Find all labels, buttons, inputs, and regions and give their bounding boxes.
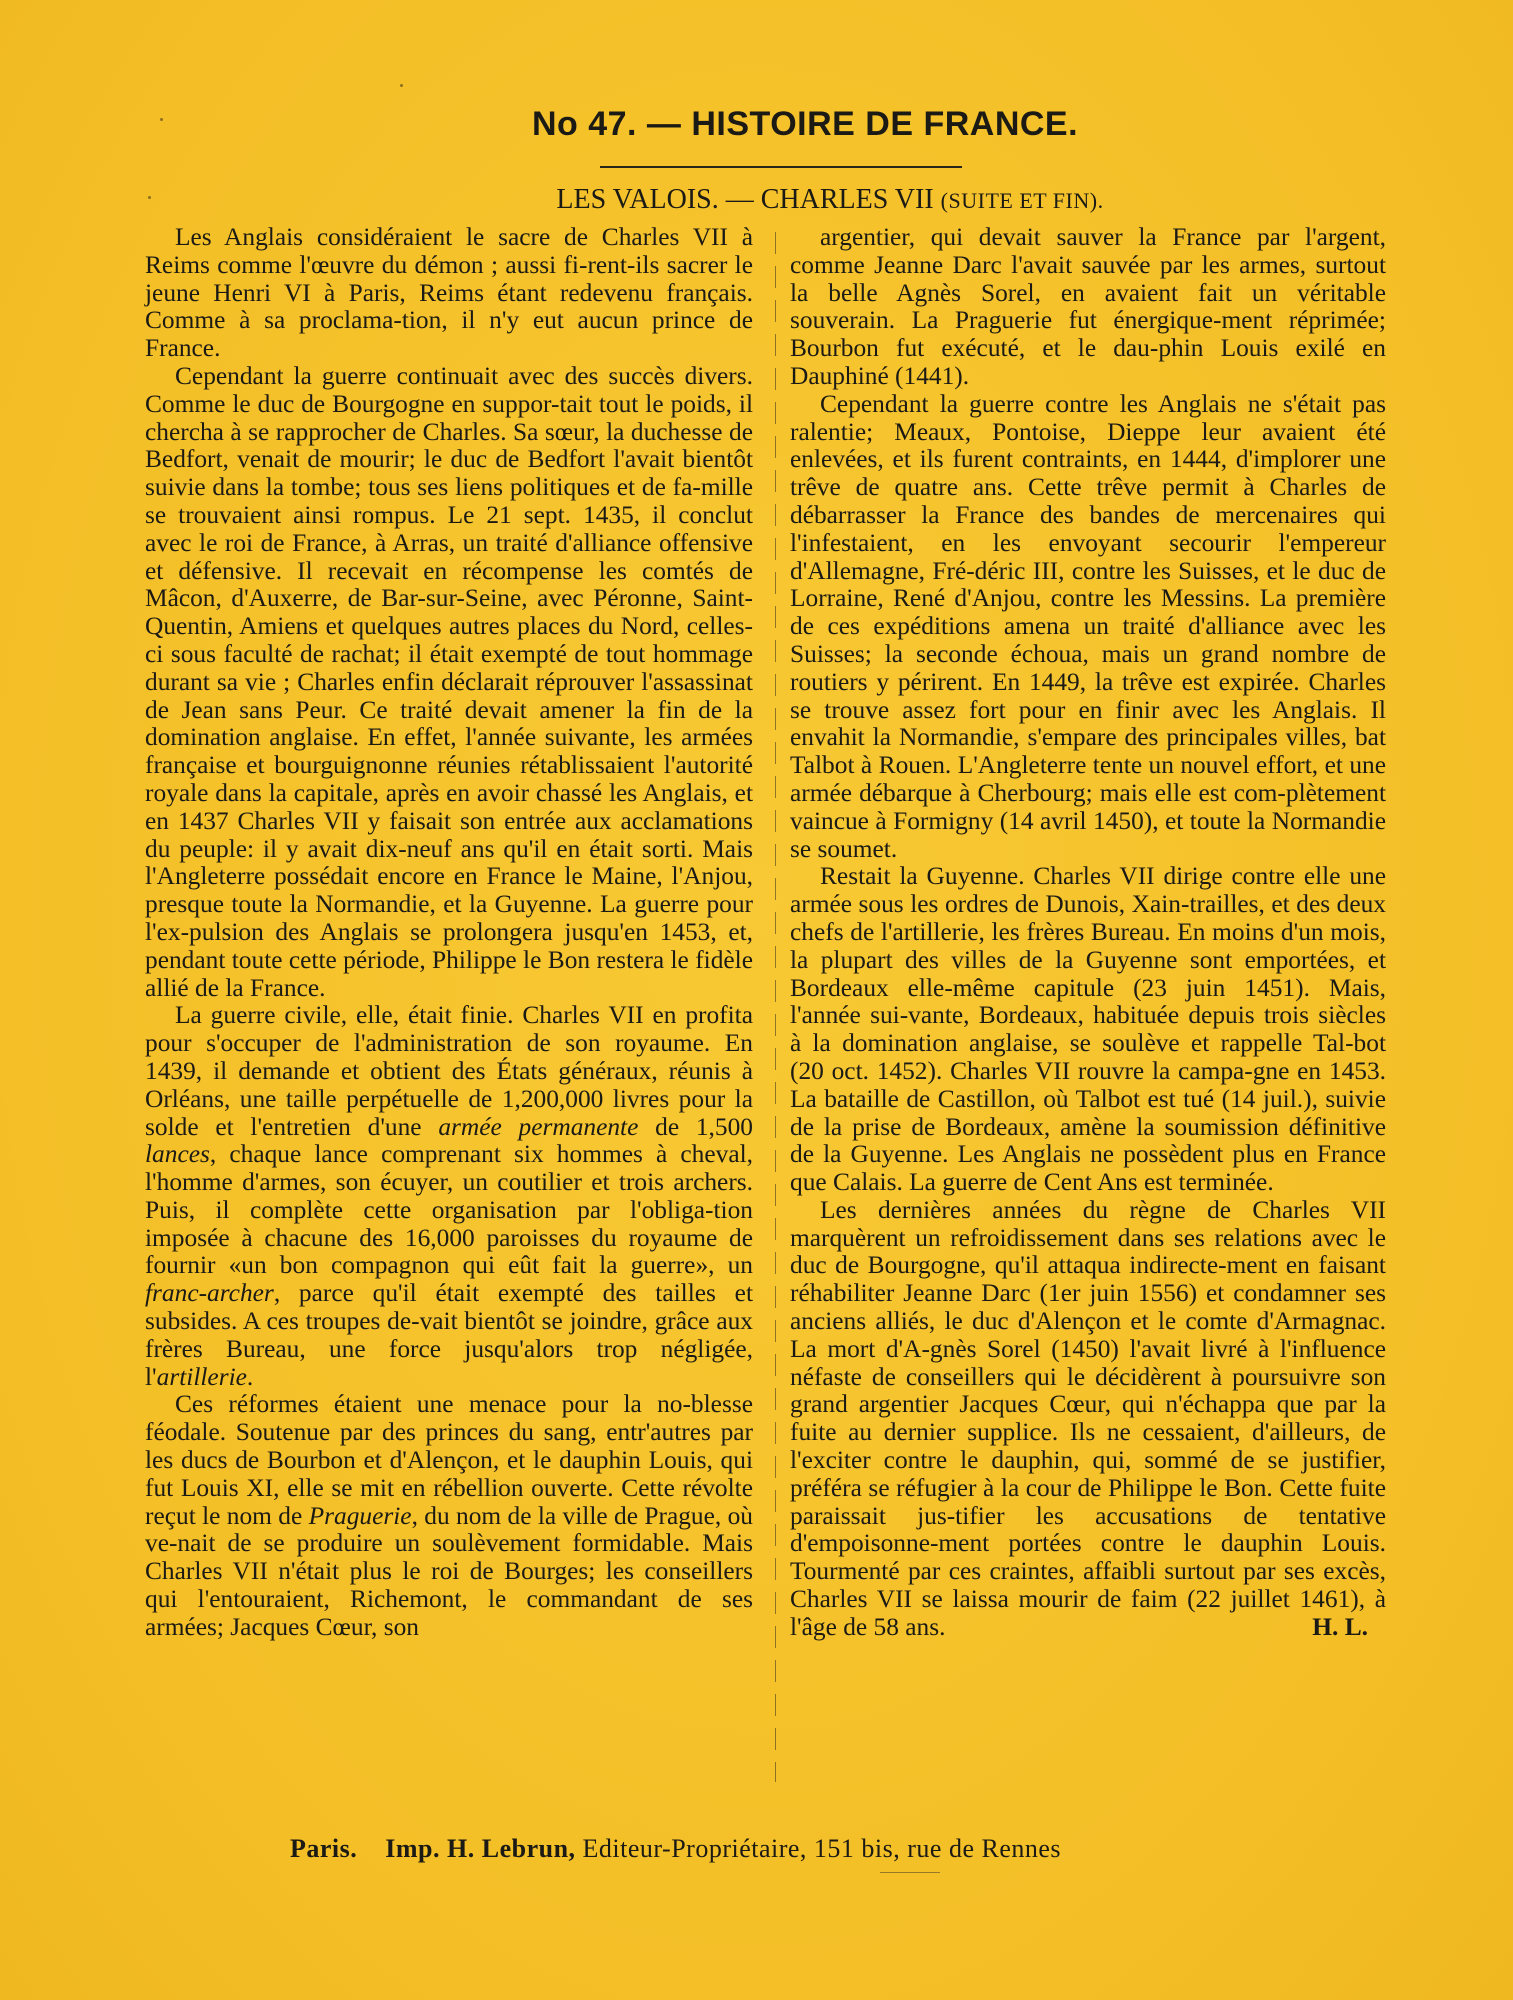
chapter-subtitle <box>420 184 1240 216</box>
footer-city: Paris. <box>290 1834 358 1863</box>
paragraph: Restait la Guyenne. Charles VII dirige contre elle une armée sous les ordres de Dunois, Xain-trailles, et des deux chefs de l'artillerie, les frères Bureau. En moins d'un mois, la plupart des villes de la Guyenne sont emportées, et Bordeaux elle-même capitule (23 juin 1451). Mais, l'année sui-vante, Bordeaux, habituée depuis trois siècles à la domination anglaise, se soulève et rappelle Tal-bot (20 oct. 1452). Charles VII rouvre la campa-gne en 1453. La bataille de Castillon, où Talbot est tué (14 juil.), suivie de la prise de Bordeaux, amène la soumission définitive de la Guyenne. Les Anglais ne possèdent plus en France que Calais. La guerre de Cent Ans est terminée. <box>790 862 1386 1197</box>
right-column <box>790 224 1386 1642</box>
footer-printer: Imp. H. Lebrun, <box>385 1834 576 1863</box>
imprint-footer <box>290 1834 1290 1864</box>
title-rule <box>600 166 962 168</box>
paragraph: argentier, qui devait sauver la France par l'argent, comme Jeanne Darc l'avait sauvée par les armes, surtout la belle Agnès Sorel, en avaient fait un véritable souverain. La Praguerie fut énergique-ment réprimée; Bourbon fut exécuté, et le dau-phin Louis exilé en Dauphiné (1441). <box>790 223 1386 390</box>
page-title: No 47. — HISTOIRE DE FRANCE. <box>531 105 1079 143</box>
emphasis: lances <box>145 1140 210 1169</box>
emphasis: franc-archer <box>145 1279 274 1308</box>
paragraph: Ces réformes étaient une menace pour la no-blesse féodale. Soutenue par des princes du sang, entr'autres par les ducs de Bourbon et d'Alençon, et le dauphin Louis, qui fut Louis XI, elle se mit en rébellion ouverte. Cette révolte reçut le nom de Praguerie, du nom de la ville de Prague, où ve-nait de se produire un soulèvement formidable. Mais Charles VII n'était plus le roi de Bourges; les conseillers qui l'entouraient, Richemont, le commandant de ses armées; Jacques Cœur, son <box>145 1390 753 1641</box>
paragraph: Les dernières années du règne de Charles VII marquèrent un refroidissement dans ses relations avec le duc de Bourgogne, qu'il attaqua indirecte-ment en faisant réhabiliter Jeanne Darc (1er juin 1556) et condamner ses anciens alliés, le duc d'Alençon et le comte d'Armagnac. La mort d'A-gnès Sorel (1450) l'avait livré à l'influence néfaste de conseillers qui le décidèrent à poursuivre son grand argentier Jacques Cœur, qui n'échappa que par la fuite au dernier supplice. Ils ne cessaient, d'ailleurs, de l'exciter contre le dauphin, qui, sommé de se justifier, préféra se réfugier à la cour de Philippe le Bon. Cette fuite paraissait jus-tifier les accusations de tentative d'empoisonne-ment portées contre le dauphin Louis. Tourmenté par ces craintes, affaibli surtout par ses excès, Charles VII se laissa mourir de faim (22 juillet 1461), à l'âge de 58 ans. H. L. <box>790 1195 1386 1641</box>
emphasis: Praguerie <box>308 1501 412 1530</box>
paragraph: Cependant la guerre continuait avec des succès divers. Comme le duc de Bourgogne en suppor-tait tout le poids, il chercha à se rapprocher de Charles. Sa sœur, la duchesse de Bedfort, venait de mourir; le duc de Bedfort l'avait bientôt suivie dans la tombe; tous ses liens politiques et de fa-mille se trouvaient ainsi rompus. Le 21 sept. 1435, il conclut avec le roi de France, à Arras, un traité d'alliance offensive et défensive. Il recevait en récompense les comtés de Mâcon, d'Auxerre, de Bar-sur-Seine, avec Péronne, Saint-Quentin, Amiens et quelques autres places du Nord, celles-ci sous faculté de rachat; il était exempté de tout hommage durant sa vie ; Charles enfin déclarait réprouver l'assassinat de Jean sans Peur. Ce traité devait amener la fin de la domination anglaise. En effet, l'année suivante, les armées française et bourguignonne réunies rétablissaient l'autorité royale dans la capitale, après en avoir chassé les Anglais, et en 1437 Charles VII y faisait son entrée aux acclamations du peuple: il y avait dix-neuf ans qu'il en était sorti. Mais l'Angleterre possédait encore en France le Maine, l'Anjou, presque toute la Normandie, et la Guyenne. La guerre pour l'ex-pulsion des Anglais se prolongera jusqu'en 1453, et, pendant toute cette période, Philippe le Bon restera le fidèle allié de la France. <box>145 361 753 1002</box>
footer-rule <box>880 1872 940 1873</box>
subtitle-main: LES VALOIS. — CHARLES VII <box>556 184 934 215</box>
subtitle-suffix: (SUITE ET FIN). <box>940 188 1104 213</box>
column-divider <box>775 232 776 1782</box>
footer-address: Editeur-Propriétaire, 151 bis, rue de Rennes <box>582 1834 1062 1863</box>
paragraph: Cependant la guerre contre les Anglais ne s'était pas ralentie; Meaux, Pontoise, Dieppe leur avaient été enlevées, et ils furent contraints, en 1444, d'implorer une trêve de quatre ans. Cette trêve permit à Charles de débarrasser la France des bandes de mercenaires qui l'infestaient, en les envoyant secourir l'empereur d'Allemagne, Fré-déric III, contre les Suisses, et le duc de Lorraine, René d'Anjou, contre les Messins. La première de ces expéditions amena un traité d'alliance avec les Suisses; la seconde échoua, mais un grand nombre de routiers y périrent. En 1449, la trêve est expirée. Charles se trouve assez fort pour en finir avec les Anglais. Il envahit la Normandie, s'empare des principales villes, bat Talbot à Rouen. L'Angleterre tente un nouvel effort, et une armée débarque à Cherbourg; mais elle est com-plètement vaincue à Formigny (14 avril 1450), et toute la Normandie se soumet. <box>790 389 1386 863</box>
emphasis: artillerie <box>156 1362 247 1391</box>
left-column <box>145 224 753 1642</box>
emphasis: armée permanente <box>438 1112 639 1141</box>
paragraph: La guerre civile, elle, était finie. Charles VII en profita pour s'occuper de l'administration de son royaume. En 1439, il demande et obtient des États généraux, réunis à Orléans, une taille perpétuelle de 1,200,000 livres pour la solde et l'entretien d'une armée permanente de 1,500 lances, chaque lance comprenant six hommes à cheval, l'homme d'armes, son écuyer, un coutilier et trois archers. Puis, il complète cette organisation par l'obliga-tion imposée à chacune des 16,000 paroisses du royaume de fournir «un bon compagnon qui eût fait la guerre», un franc-archer, parce qu'il était exempté des tailles et subsides. A ces troupes de-vait bientôt se joindre, grâce aux frères Bureau, une force jusqu'alors trop négligée, l'artillerie. <box>145 1001 753 1391</box>
paragraph: Les Anglais considéraient le sacre de Charles VII à Reims comme l'œuvre du démon ; aussi fi-rent-ils sacrer le jeune Henri VI à Paris, Reims étant redevenu français. Comme à sa proclama-tion, il n'y eut aucun prince de France. <box>145 223 753 363</box>
author-signature: H. L. <box>1312 1612 1368 1641</box>
